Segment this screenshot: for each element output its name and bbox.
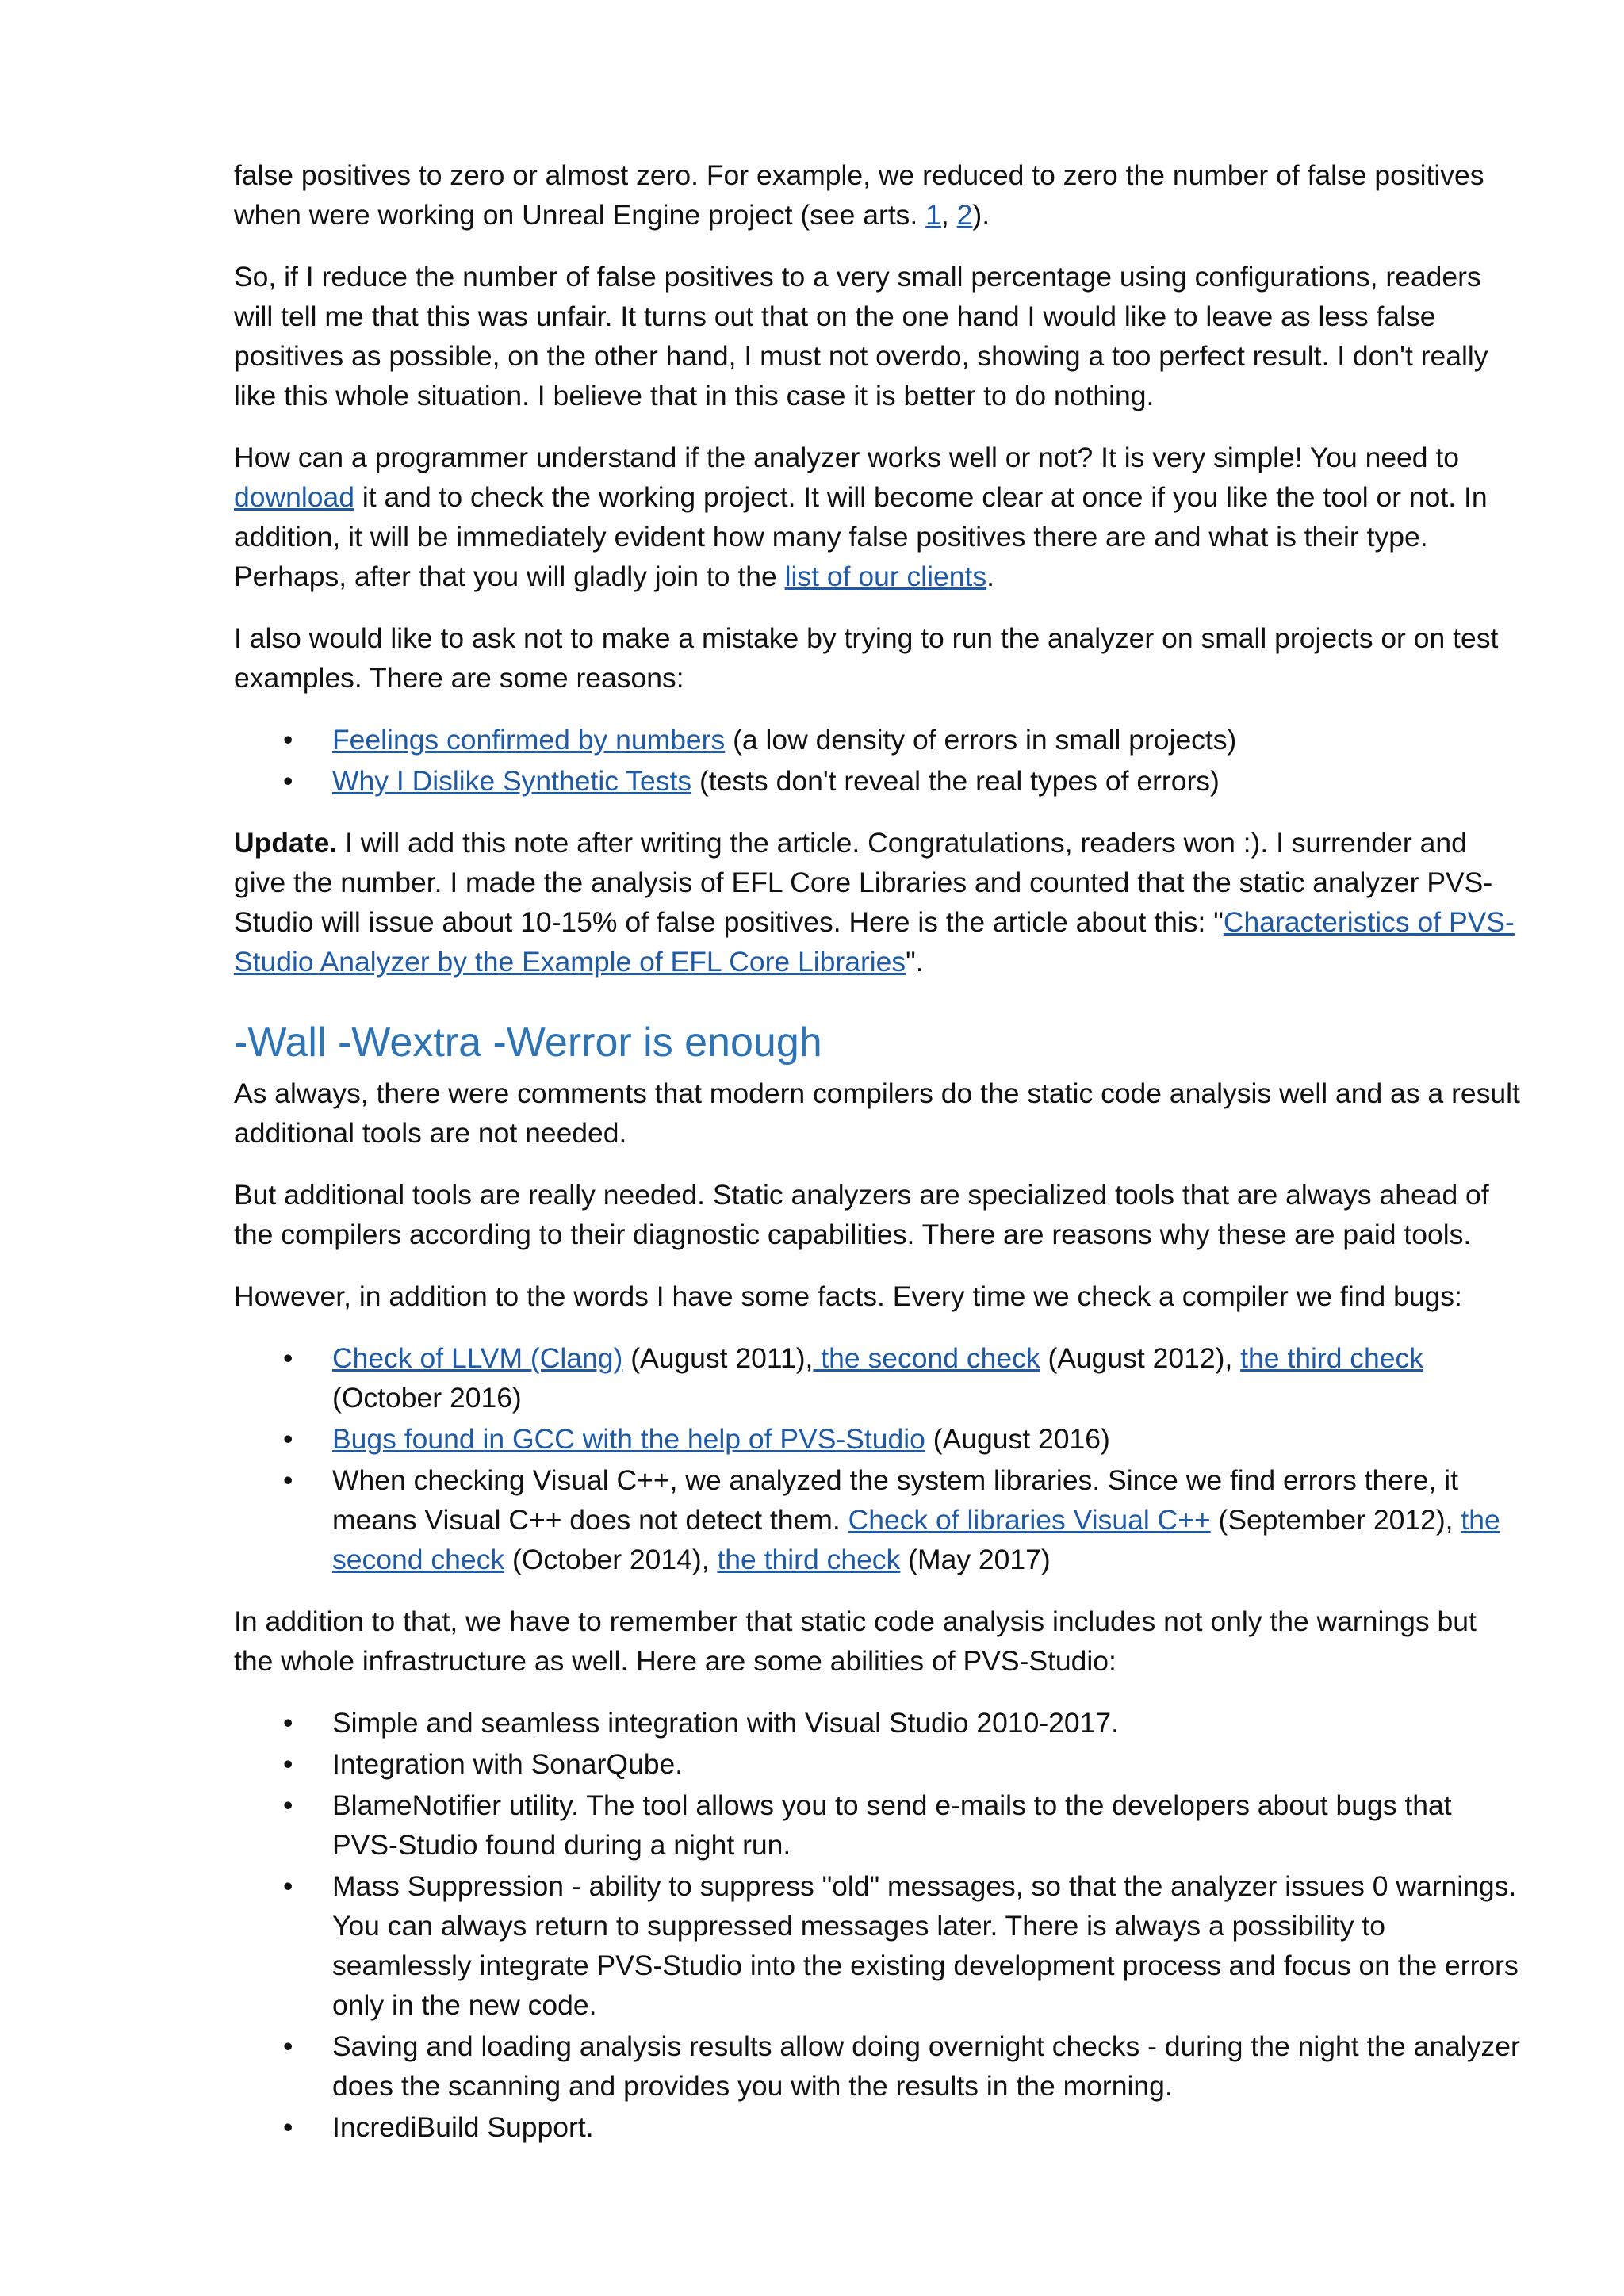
paragraph-unfair: So, if I reduce the number of false positives to a very small percentage using configurations, readers will tell me that this was unfair. It turns out that on the one hand I would like to leave as less false positives as possible, on the other hand, I must not overdo, showing a too perfect result. I don't really like this whole situation. I believe that in this case it is better to do nothing. bbox=[234, 261, 1488, 411]
reasons-list bbox=[234, 720, 1522, 801]
visual-cpp-second-check-link[interactable]: the second check bbox=[332, 1504, 1500, 1575]
list-item: • When checking Visual C++, we analyzed the system libraries. Since we find errors there, it means Visual C++ does not detect them. Check of libraries Visual C++ (September 2012), the second check (October 2014), the third check (May 2017) bbox=[332, 1460, 1522, 1579]
bullet-icon: • bbox=[283, 765, 293, 797]
list-item: • Bugs found in GCC with the help of PVS-Studio (August 2016) bbox=[332, 1419, 1522, 1459]
article-link-1[interactable]: 1 bbox=[925, 199, 941, 231]
clients-list-link[interactable]: list of our clients bbox=[784, 561, 987, 592]
paragraph-infrastructure: In addition to that, we have to remember that static code analysis includes not only the warnings but the whole infrastructure as well. Here are some abilities of PVS-Studio: bbox=[234, 1605, 1477, 1677]
bullet-icon: • bbox=[283, 1748, 293, 1780]
section-heading: -Wall -Wextra -Werror is enough bbox=[234, 1020, 822, 1066]
gcc-bugs-link[interactable]: Bugs found in GCC with the help of PVS-Studio bbox=[332, 1423, 925, 1455]
list-item: • IncrediBuild Support. bbox=[332, 2107, 1522, 2147]
list-item: • Feelings confirmed by numbers (a low density of errors in small projects) bbox=[332, 720, 1522, 760]
bullet-icon: • bbox=[283, 2111, 293, 2143]
article-link-2[interactable]: 2 bbox=[956, 199, 973, 231]
list-item: • Integration with SonarQube. bbox=[332, 1744, 1522, 1784]
paragraph-tools-needed: But additional tools are really needed. Static analyzers are specialized tools that are always ahead of the compilers according to their diagnostic capabilities. There are reasons why these are paid tools. bbox=[234, 1179, 1489, 1250]
paragraph-facts: However, in addition to the words I have some facts. Every time we check a compiler we find bugs: bbox=[234, 1280, 1462, 1312]
paragraph-small-projects: I also would like to ask not to make a mistake by trying to run the analyzer on small projects or on test examples. There are some reasons: bbox=[234, 622, 1499, 694]
visual-cpp-check-link[interactable]: Check of libraries Visual C++ bbox=[848, 1504, 1211, 1536]
bullet-icon: • bbox=[283, 2030, 293, 2062]
visual-cpp-third-check-link[interactable]: the third check bbox=[717, 1544, 901, 1575]
list-item: • Mass Suppression - ability to suppress "old" messages, so that the analyzer issues 0 warnings. You can always return to suppressed messages later. There is always a possibility to seamlessly integrate PVS-Studio into the existing development process and focus on the errors only in the new code. bbox=[332, 1866, 1522, 2025]
paragraph-compilers-comments: As always, there were comments that modern compilers do the static code analysis well and as a result additional tools are not needed. bbox=[234, 1077, 1520, 1149]
llvm-check-link[interactable]: Check of LLVM (Clang) bbox=[332, 1342, 623, 1374]
list-item: • BlameNotifier utility. The tool allows you to send e-mails to the developers about bugs that PVS-Studio found during a night run. bbox=[332, 1785, 1522, 1865]
llvm-third-check-link[interactable]: the third check bbox=[1240, 1342, 1424, 1374]
bullet-icon: • bbox=[283, 1423, 293, 1455]
update-label: Update. bbox=[234, 827, 338, 859]
bullet-icon: • bbox=[283, 1789, 293, 1821]
bullet-icon: • bbox=[283, 1870, 293, 1902]
paragraph-update: Update. I will add this note after writing the article. Congratulations, readers won :). I surrender and give the number. I made the analysis of EFL Core Libraries and counted that the static analyzer PVS-Studio will issue about 10-15% of false positives. Here is the article about this: "Characteristics of PVS-Studio Analyzer by the Example of EFL Core Libraries". bbox=[234, 827, 1515, 978]
bullet-icon: • bbox=[283, 724, 293, 756]
efl-characteristics-link[interactable]: Characteristics of PVS-Studio Analyzer by the Example of EFL Core Libraries bbox=[234, 906, 1515, 978]
paragraph-false-positives-zero: false positives to zero or almost zero. For example, we reduced to zero the number of false positives when were working on Unreal Engine project (see arts. 1, 2). bbox=[234, 159, 1484, 231]
list-item: • Check of LLVM (Clang) (August 2011), the second check (August 2012), the third check (October 2016) bbox=[332, 1338, 1522, 1418]
list-item: • Simple and seamless integration with Visual Studio 2010-2017. bbox=[332, 1703, 1522, 1743]
document-page bbox=[234, 155, 1522, 2169]
paragraph-how-to-understand: How can a programmer understand if the analyzer works well or not? It is very simple! You need to download it and to check the working project. It will become clear at once if you like the tool or not. In addition, it will be immediately evident how many false positives there are and what is their type. Perhaps, after that you will gladly join to the list of our clients. bbox=[234, 442, 1488, 592]
list-item: • Why I Dislike Synthetic Tests (tests don't reveal the real types of errors) bbox=[332, 761, 1522, 801]
llvm-second-check-link[interactable]: the second check bbox=[813, 1342, 1040, 1374]
bullet-icon: • bbox=[283, 1342, 293, 1374]
download-link[interactable]: download bbox=[234, 481, 354, 513]
abilities-list bbox=[234, 1703, 1522, 2147]
feelings-confirmed-link[interactable]: Feelings confirmed by numbers bbox=[332, 724, 726, 756]
synthetic-tests-link[interactable]: Why I Dislike Synthetic Tests bbox=[332, 765, 692, 797]
bullet-icon: • bbox=[283, 1707, 293, 1739]
bullet-icon: • bbox=[283, 1464, 293, 1496]
list-item: • Saving and loading analysis results allow doing overnight checks - during the night the analyzer does the scanning and provides you with the results in the morning. bbox=[332, 2026, 1522, 2106]
compiler-checks-list bbox=[234, 1338, 1522, 1579]
